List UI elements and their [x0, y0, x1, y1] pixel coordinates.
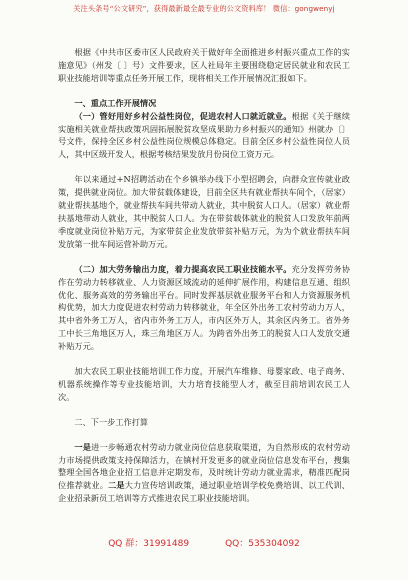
item-2-body: 充分发挥劳务协作在劳动力转移就业、人力资源区域流动的延伸扩展作用，构建信息互通、组织优化、服务高效的劳务输出平台。同时发挥基层就业服务平台和人力资源服务机构优势，加大力度促进农村劳动力转移就业，年全区外出务工农村劳动力万人，其中省外务工万人，省内市外务工万人，市内区外万人，其余区内务工。省外务工中长三角地区万人，珠三角地区万人。为跨省外出务工的脱贫人口人发放交通补贴万元。	[58, 263, 350, 352]
spacer	[58, 251, 350, 263]
document-body	[58, 46, 350, 505]
section-1-title: 一、重点工作开展情况	[74, 97, 157, 108]
item-1-body: 根据《关于继续实施相关就业帮扶政策巩固拓展脱贫攻坚成果助力乡村振兴的通知》州就办〔〕号文件，保持全区乡村公益性岗位规模总体稳定。目前全区乡村公益性岗位人员人，其中区级开发人，根据考核结果发放月份岗位工资万元。	[58, 110, 350, 160]
section-2-title: 二、下一步工作打算	[74, 416, 149, 427]
spacer	[58, 353, 350, 365]
spacer	[58, 404, 350, 416]
second-point-body: 大力宣传培训政策，通过职业培训学校免费培训、以工代训、企业招录新员工培训等方式推进农民工职业技能培训。	[58, 480, 350, 504]
item-2-heading: （二）加大劳务输出力度，着力提高农民工职业技能水平。	[74, 263, 292, 274]
section-1-paragraph-2: 年以来通过+N招聘活动在个乡镇举办线下小型招聘会，向群众宣传就业政策，提供就业岗位。加大带贫载体建设，目前全区共有就业帮扶车间个，（居家）就业帮扶基地个，就业帮扶车间共带动人就业，其中脱贫人口人。（居家）就业帮扶基地带动人就业，其中脱贫人口人。为在带贫载体就业的脱贫人口发放年前两季度就业岗位补贴万元，为家带贫企业发放带贫补贴万元，为为个就业帮扶车间发放第一批车间运营补助万元。	[58, 174, 350, 249]
section-2-paragraph	[58, 441, 350, 506]
spacer	[58, 85, 350, 97]
section-1-item-2	[58, 263, 350, 353]
second-point-lead: 二是	[108, 480, 125, 491]
section-1-paragraph-4: 加大农民工职业技能培训工作力度，开展汽车维修、母婴家政、电子商务、机器系统操作等专业技能培训，大力培育技能型人才，截至目前培训农民工人次。	[58, 366, 350, 402]
spacer	[58, 161, 350, 173]
section-1-item-1	[58, 110, 350, 162]
footer-qq-group: QQ 群：31991489	[108, 539, 190, 549]
header-banner: 关注头条号“公文研究”，获得最新最全最专业的公文资料库！ 微信：gongwenyj	[73, 4, 335, 13]
footer-contacts	[0, 536, 408, 549]
first-point-lead: 一是	[74, 441, 92, 452]
footer-qq-number: QQ：535304092	[225, 539, 300, 549]
spacer	[58, 429, 350, 441]
first-point-body: 进一步畅通农村劳动力就业岗位信息获取渠道，为自然形成的农村劳动力市场提供政策支持保障活力，在镇村开发更多的就业岗位信息发布平台，搜集整理全国各地企业招工信息并定期发布，及时统计劳动力就业需求，精准匹配岗位推荐就业。	[58, 441, 350, 491]
intro-paragraph: 根据《中共市区委市区人民政府关于做好年全面推进乡村振兴重点工作的实施意见》（州发〔 〕号）文件要求，区人社局年主要围绕稳定居民就业和农民工职业技能培训等重点任务开展工作，现将相关工作开展情况汇报如下。	[58, 47, 350, 83]
item-1-heading: （一）管好用好乡村公益性岗位，促进农村人口就近就业。	[74, 110, 292, 121]
